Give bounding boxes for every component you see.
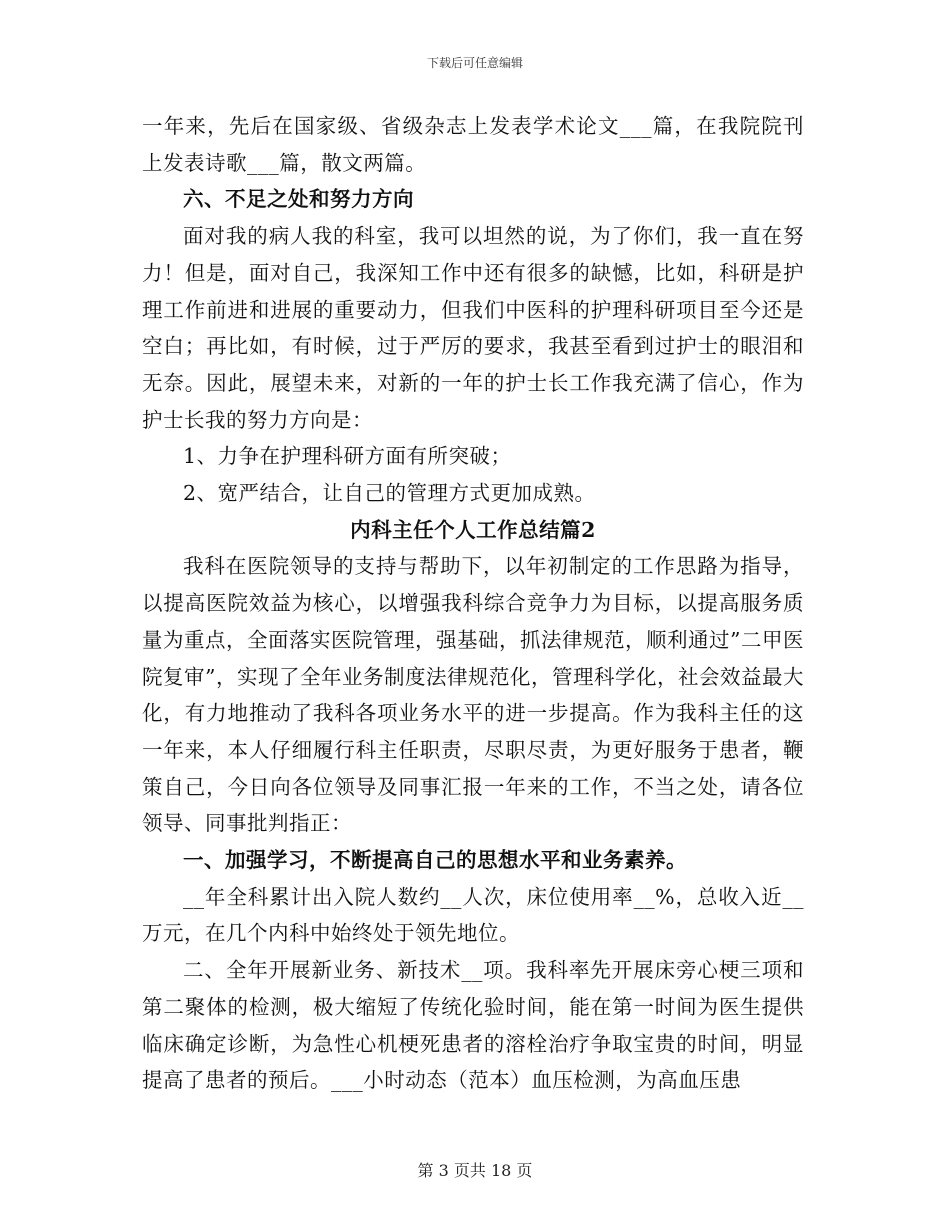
article-title: 内科主任个人工作总结篇2 <box>350 517 596 542</box>
section-heading-study: 一、加强学习，不断提高自己的思想水平和业务素养。 <box>183 848 687 873</box>
list-item-1: 1、力争在护理科研方面有所突破； <box>183 444 512 469</box>
paragraph-publications: 一年来，先后在国家级、省级杂志上发表学术论文___篇，在我院院刊上发表诗歌___篇，散文两篇。 <box>142 114 804 175</box>
paragraph-statistics: __年全科累计出入院人数约__人次，床位使用率__%，总收入近__万元，在几个内科中始终处于领先地位。 <box>142 884 804 946</box>
page-header: 下载后可任意编辑 <box>426 56 523 70</box>
document-body <box>142 108 804 1099</box>
section-heading-shortcomings: 六、不足之处和努力方向 <box>183 187 414 212</box>
paragraph-new-business: 二、全年开展新业务、新技术__项。我科率先开展床旁心梗三项和第二聚体的检测，极大缩短了传统化验时间，能在第一时间为医生提供临床确定诊断，为急性心机梗死患者的溶栓治疗争取宝贵的时间，明显提高了患者的预后。___小时动态（范本）血压检测，为高血压患 <box>142 958 804 1093</box>
list-item-2: 2、宽严结合，让自己的管理方式更加成熟。 <box>183 481 596 506</box>
page-footer: 第 3 页共 18 页 <box>417 1161 533 1180</box>
paragraph-shortcomings: 面对我的病人我的科室，我可以坦然的说，为了你们，我一直在努力！但是，面对自己，我深知工作中还有很多的缺憾，比如，科研是护理工作前进和进展的重要动力，但我们中医科的护理科研项目至今还是空白；再比如，有时候，过于严厉的要求，我甚至看到过护士的眼泪和无奈。因此，展望未来，对新的一年的护士长工作我充满了信心，作为护士长我的努力方向是： <box>142 224 804 432</box>
paragraph-intro: 我科在医院领导的支持与帮助下，以年初制定的工作思路为指导，以提高医院效益为核心，以增强我科综合竞争力为目标，以提高服务质量为重点，全面落实医院管理，强基础，抓法律规范，顺利通过”二甲医院复审”，实现了全年业务制度法律规范化，管理科学化，社会效益最大化，有力地推动了我科各项业务水平的进一步提高。作为我科主任的这一年来，本人仔细履行科主任职责，尽职尽责，为更好服务于患者，鞭策自己，今日向各位领导及同事汇报一年来的工作，不当之处，请各位领导、同事批判指正： <box>142 554 804 836</box>
